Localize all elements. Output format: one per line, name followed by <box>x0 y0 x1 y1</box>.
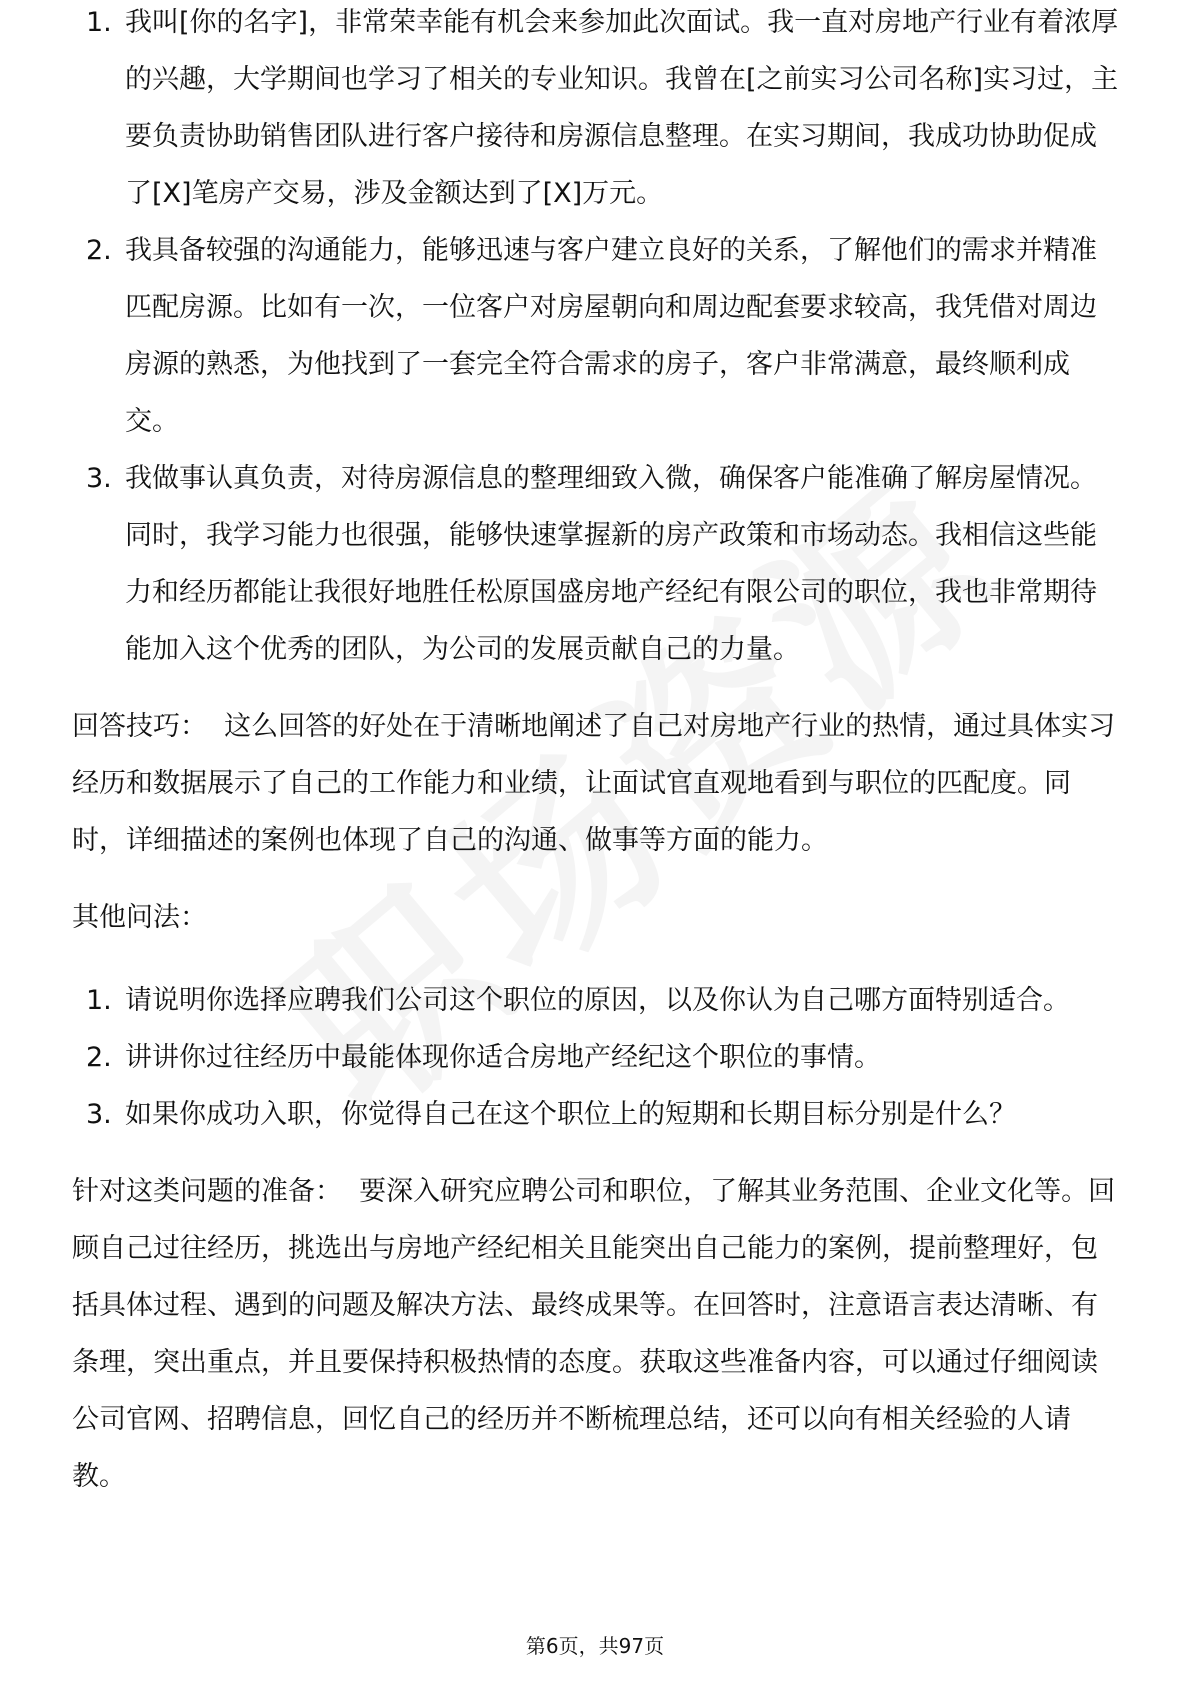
list-item-number: 2. <box>86 235 112 266</box>
answer-tips-label: 回答技巧： <box>72 711 207 742</box>
list-item-text: 请说明你选择应聘我们公司这个职位的原因，以及你认为自己哪方面特别适合。 <box>125 985 1070 1016</box>
list-item-number: 3. <box>86 1099 112 1130</box>
list-item <box>72 0 1122 222</box>
list-item <box>72 972 1122 1029</box>
list-item-number: 3. <box>86 463 112 494</box>
list-item-number: 1. <box>86 7 112 38</box>
strengths-list <box>72 0 1122 678</box>
list-item-text: 如果你成功入职，你觉得自己在这个职位上的短期和长期目标分别是什么？ <box>125 1099 1016 1130</box>
list-item <box>72 450 1122 678</box>
list-item <box>72 1086 1122 1143</box>
preparation-text: 要深入研究应聘公司和职位，了解其业务范围、企业文化等。回顾自己过往经历，挑选出与房地产经纪相关且能突出自己能力的案例，提前整理好，包括具体过程、遇到的问题及解决方法、最终成果等。在回答时，注意语言表达清晰、有条理，突出重点，并且要保持积极热情的态度。获取这些准备内容，可以通过仔细阅读公司官网、招聘信息，回忆自己的经历并不断梳理总结，还可以向有相关经验的人请教。 <box>72 1176 1116 1492</box>
page-content <box>72 0 1122 1505</box>
list-item-number: 1. <box>86 985 112 1016</box>
other-questions-list <box>72 972 1122 1143</box>
page-number-footer: 第6页，共97页 <box>525 1634 665 1658</box>
preparation-paragraph <box>72 1163 1122 1505</box>
answer-tips-text: 这么回答的好处在于清晰地阐述了自己对房地产行业的热情，通过具体实习经历和数据展示了自己的工作能力和业绩，让面试官直观地看到与职位的匹配度。同时，详细描述的案例也体现了自己的沟通、做事等方面的能力。 <box>72 711 1116 856</box>
list-item-number: 2. <box>86 1042 112 1073</box>
list-item-text: 我具备较强的沟通能力，能够迅速与客户建立良好的关系，了解他们的需求并精准匹配房源。比如有一次，一位客户对房屋朝向和周边配套要求较高，我凭借对周边房源的熟悉，为他找到了一套完全符合需求的房子，客户非常满意，最终顺利成交。 <box>125 235 1097 437</box>
list-item <box>72 1029 1122 1086</box>
answer-tips-paragraph <box>72 698 1122 869</box>
list-item-text: 讲讲你过往经历中最能体现你适合房地产经纪这个职位的事情。 <box>125 1042 881 1073</box>
list-item-text: 我叫[你的名字]，非常荣幸能有机会来参加此次面试。我一直对房地产行业有着浓厚的兴趣，大学期间也学习了相关的专业知识。我曾在[之前实习公司名称]实习过，主要负责协助销售团队进行客户接待和房源信息整理。在实习期间，我成功协助促成了[X]笔房产交易，涉及金额达到了[X]万元。 <box>125 7 1119 209</box>
other-questions-heading: 其他问法： <box>72 902 207 933</box>
preparation-label: 针对这类问题的准备： <box>72 1176 342 1207</box>
list-item-text: 我做事认真负责，对待房源信息的整理细致入微，确保客户能准确了解房屋情况。同时，我学习能力也很强，能够快速掌握新的房产政策和市场动态。我相信这些能力和经历都能让我很好地胜任松原国盛房地产经纪有限公司的职位，我也非常期待能加入这个优秀的团队，为公司的发展贡献自己的力量。 <box>125 463 1097 665</box>
list-item <box>72 222 1122 450</box>
